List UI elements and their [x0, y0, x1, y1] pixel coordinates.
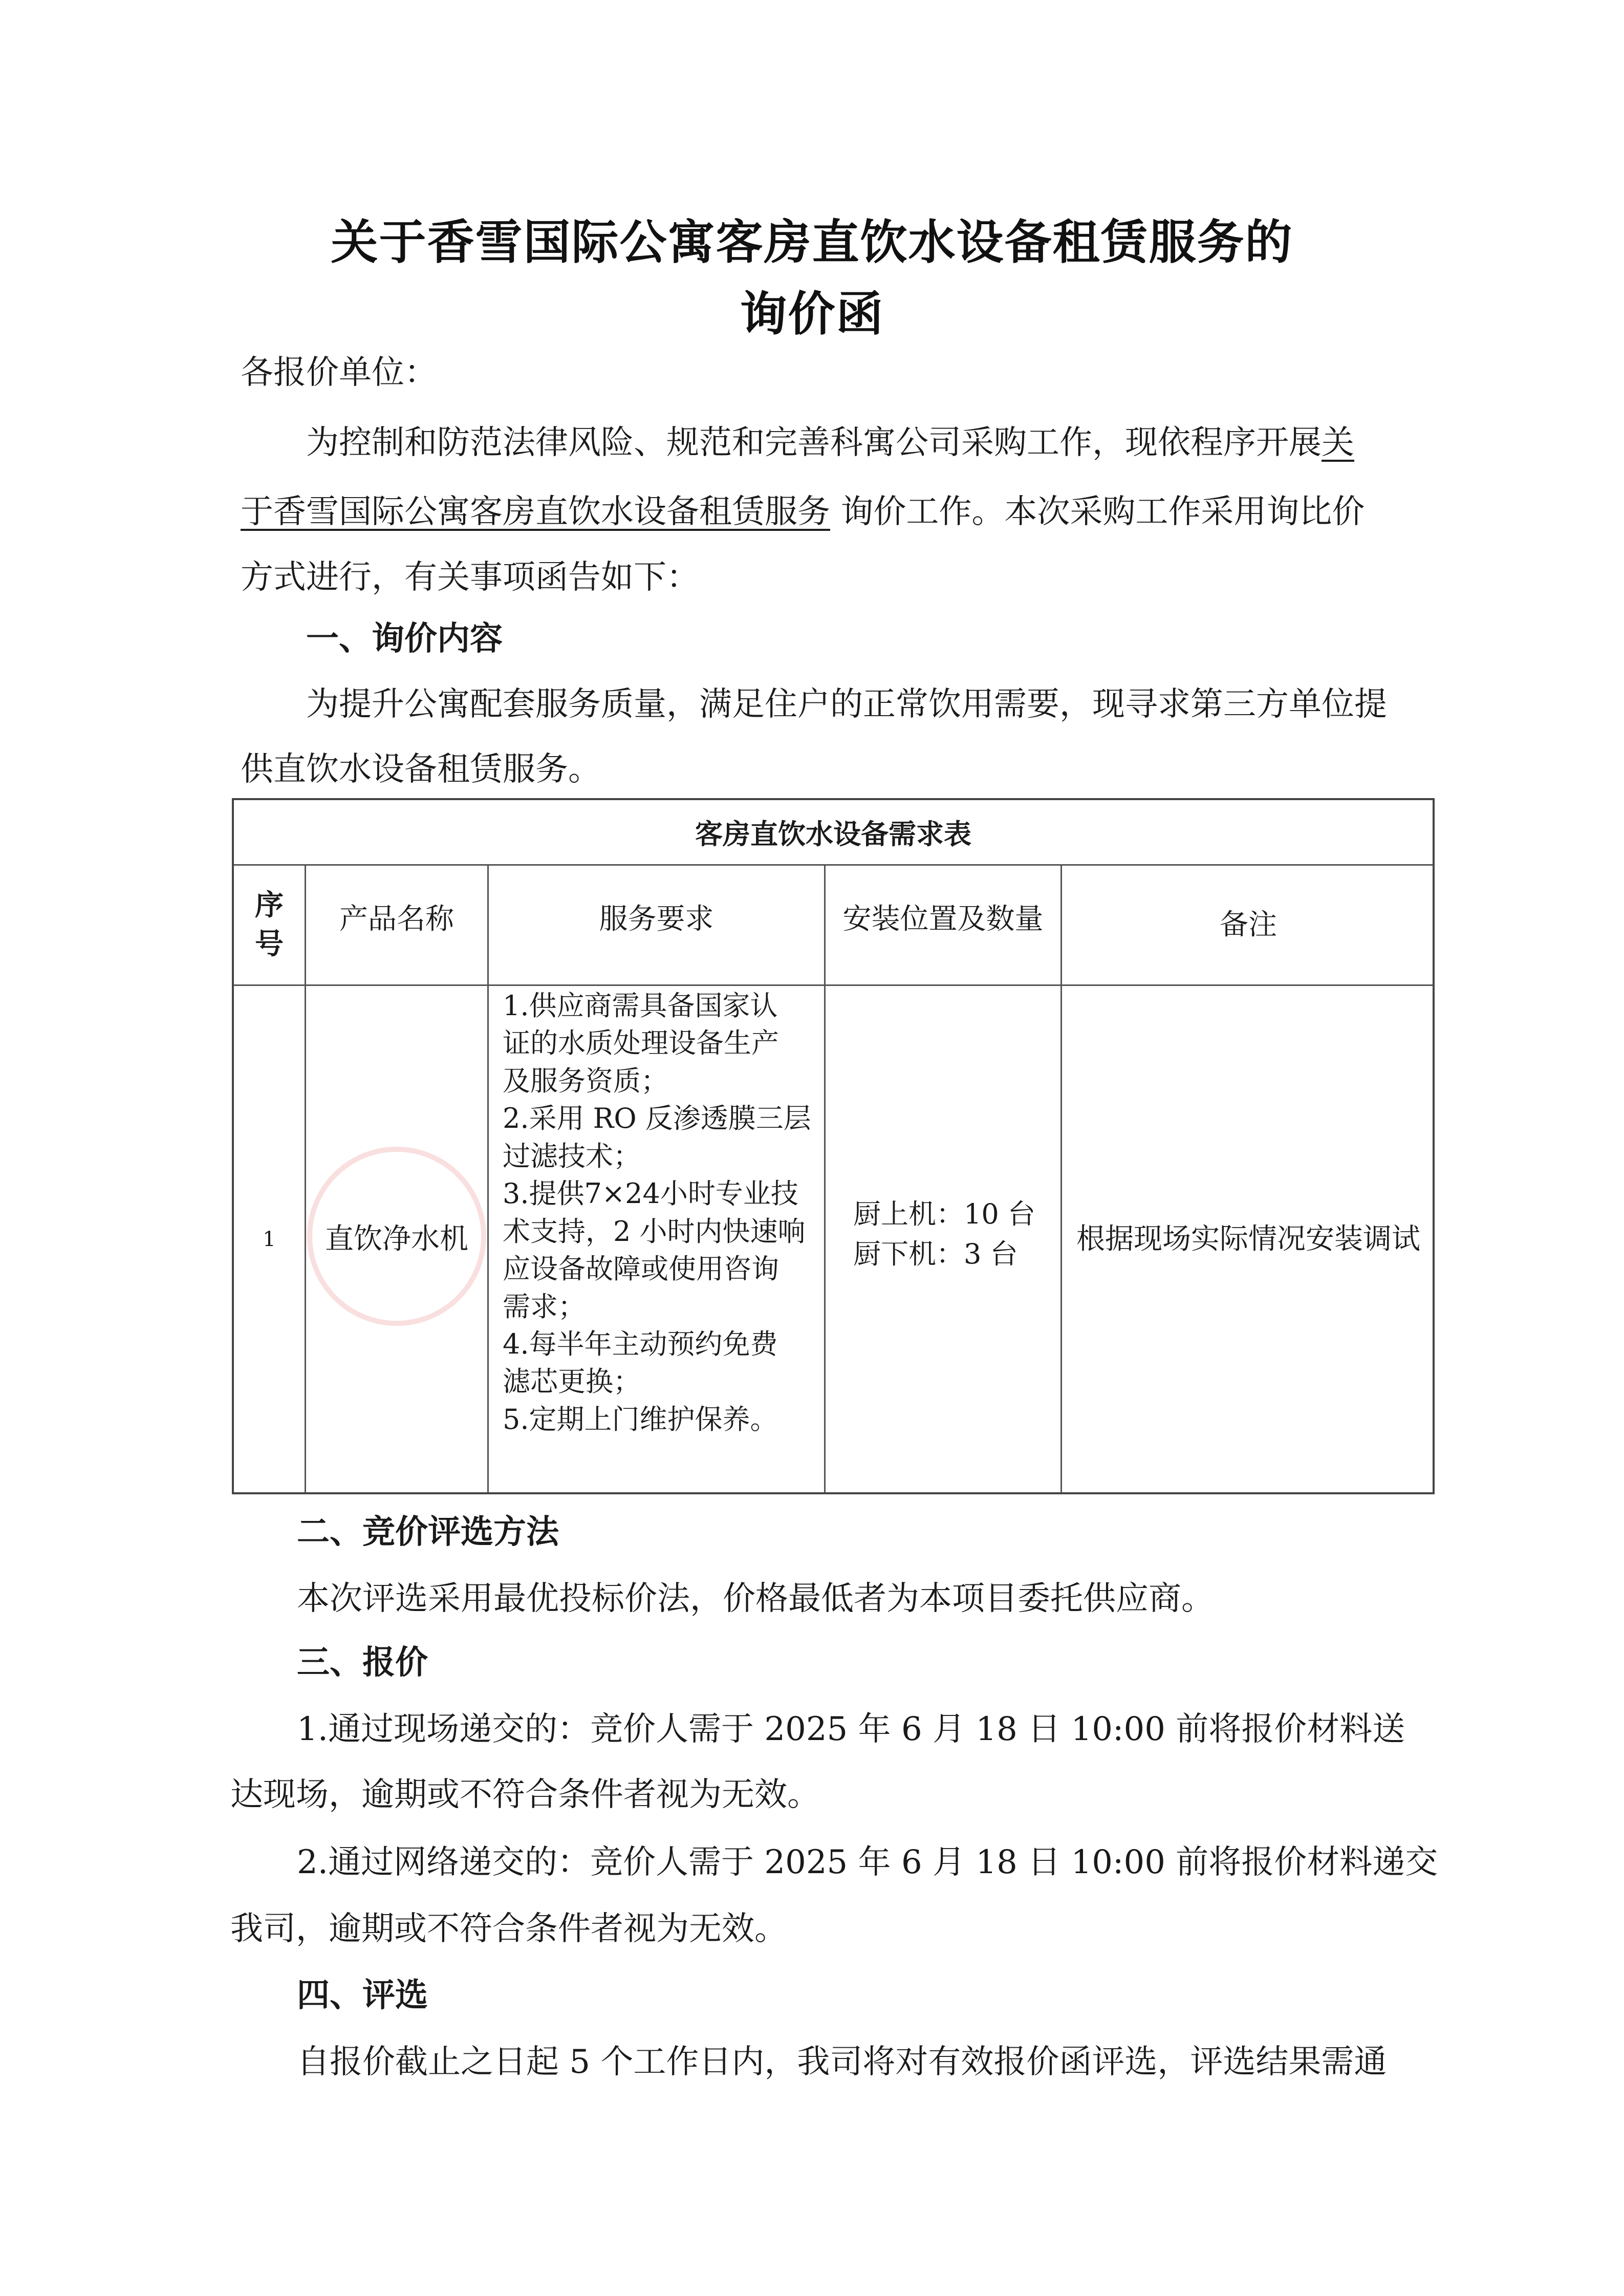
- section4-para-line1: 自报价截止之日起 5 个工作日内，我司将对有效报价函评选，评选结果需通: [297, 2043, 1387, 2081]
- section1-heading: 一、询价内容: [306, 620, 503, 658]
- header-location: 安装位置及数量: [842, 903, 1044, 936]
- intro-line1: [306, 423, 1354, 463]
- service-line: 及服务资质；: [503, 1064, 668, 1097]
- service-line: 过滤技术；: [503, 1140, 641, 1172]
- row-service-requirements: [503, 987, 840, 1438]
- intro-project-name-part2: 于香雪国际公寓客房直饮水设备租赁服务: [241, 493, 830, 531]
- section3-heading: 三、报价: [297, 1644, 428, 1682]
- section1-para-line1: 为提升公寓配套服务质量，满足住户的正常饮用需要，现寻求第三方单位提: [306, 685, 1387, 723]
- service-line: 2.采用 RO 反渗透膜三层: [503, 1102, 811, 1135]
- header-remark: 备注: [1220, 908, 1277, 942]
- section2-para: 本次评选采用最优投标价法，价格最低者为本项目委托供应商。: [297, 1580, 1214, 1618]
- intro-line3: 方式进行，有关事项函告如下：: [241, 559, 699, 596]
- service-line: 证的水质处理设备生产: [503, 1027, 779, 1060]
- section3-item1-line2: 达现场，逾期或不符合条件者视为无效。: [230, 1776, 820, 1814]
- service-line: 4.每半年主动预约免费: [503, 1327, 778, 1360]
- section3-item2-line1: 2.通过网络递交的：竞价人需于 2025 年 6 月 18 日 10:00 前将报价材料递交: [297, 1843, 1438, 1881]
- service-line: 需求；: [503, 1290, 586, 1323]
- service-line: 3.提供7×24小时专业技: [503, 1177, 798, 1210]
- location-line1: 厨上机：10 台: [853, 1198, 1035, 1230]
- header-seq-char2: 号: [255, 928, 284, 961]
- section1-para-line2: 供直饮水设备租赁服务。: [241, 750, 601, 788]
- intro-line1-prefix: 为控制和防范法律风险、规范和完善科寓公司采购工作，现依程序开展: [306, 424, 1322, 462]
- requirements-table: [232, 798, 1435, 1494]
- table-caption: 客房直饮水设备需求表: [695, 818, 971, 850]
- service-line: 5.定期上门维护保养。: [503, 1403, 778, 1435]
- salutation: 各报价单位：: [241, 354, 437, 392]
- service-line: 应设备故障或使用咨询: [503, 1253, 779, 1285]
- document-title-line2: 询价函: [740, 287, 884, 341]
- intro-line2-suffix: 询价工作。本次采购工作采用询比价: [840, 493, 1365, 531]
- section3-item1-line1: 1.通过现场递交的：竞价人需于 2025 年 6 月 18 日 10:00 前将报价材料送: [297, 1710, 1405, 1748]
- header-seq-char1: 序: [255, 889, 284, 922]
- section2-heading: 二、竞价评选方法: [297, 1513, 559, 1551]
- header-product: 产品名称: [339, 903, 454, 936]
- service-line: 1.供应商需具备国家认: [503, 990, 778, 1022]
- section3-item2-line2: 我司，逾期或不符合条件者视为无效。: [230, 1910, 787, 1948]
- service-line: 滤芯更换；: [503, 1365, 641, 1398]
- header-seq: [234, 866, 305, 984]
- document-title-line1: 关于香雪国际公寓客房直饮水设备租赁服务的: [331, 215, 1293, 270]
- service-line: 术支持，2 小时内快速响: [503, 1215, 806, 1248]
- row-remark: 根据现场实际情况安装调试: [1076, 1222, 1420, 1256]
- row-product: 直饮净水机: [325, 1222, 468, 1256]
- intro-line2: [241, 492, 1365, 532]
- header-service: 服务要求: [599, 903, 714, 936]
- intro-project-name-part1: 关: [1322, 424, 1354, 462]
- row-location: [853, 1194, 1058, 1275]
- row-seq: 1: [263, 1228, 276, 1251]
- faded-stamp: [307, 1147, 486, 1326]
- location-line2: 厨下机：3 台: [853, 1238, 1018, 1271]
- section4-heading: 四、评选: [297, 1977, 428, 2014]
